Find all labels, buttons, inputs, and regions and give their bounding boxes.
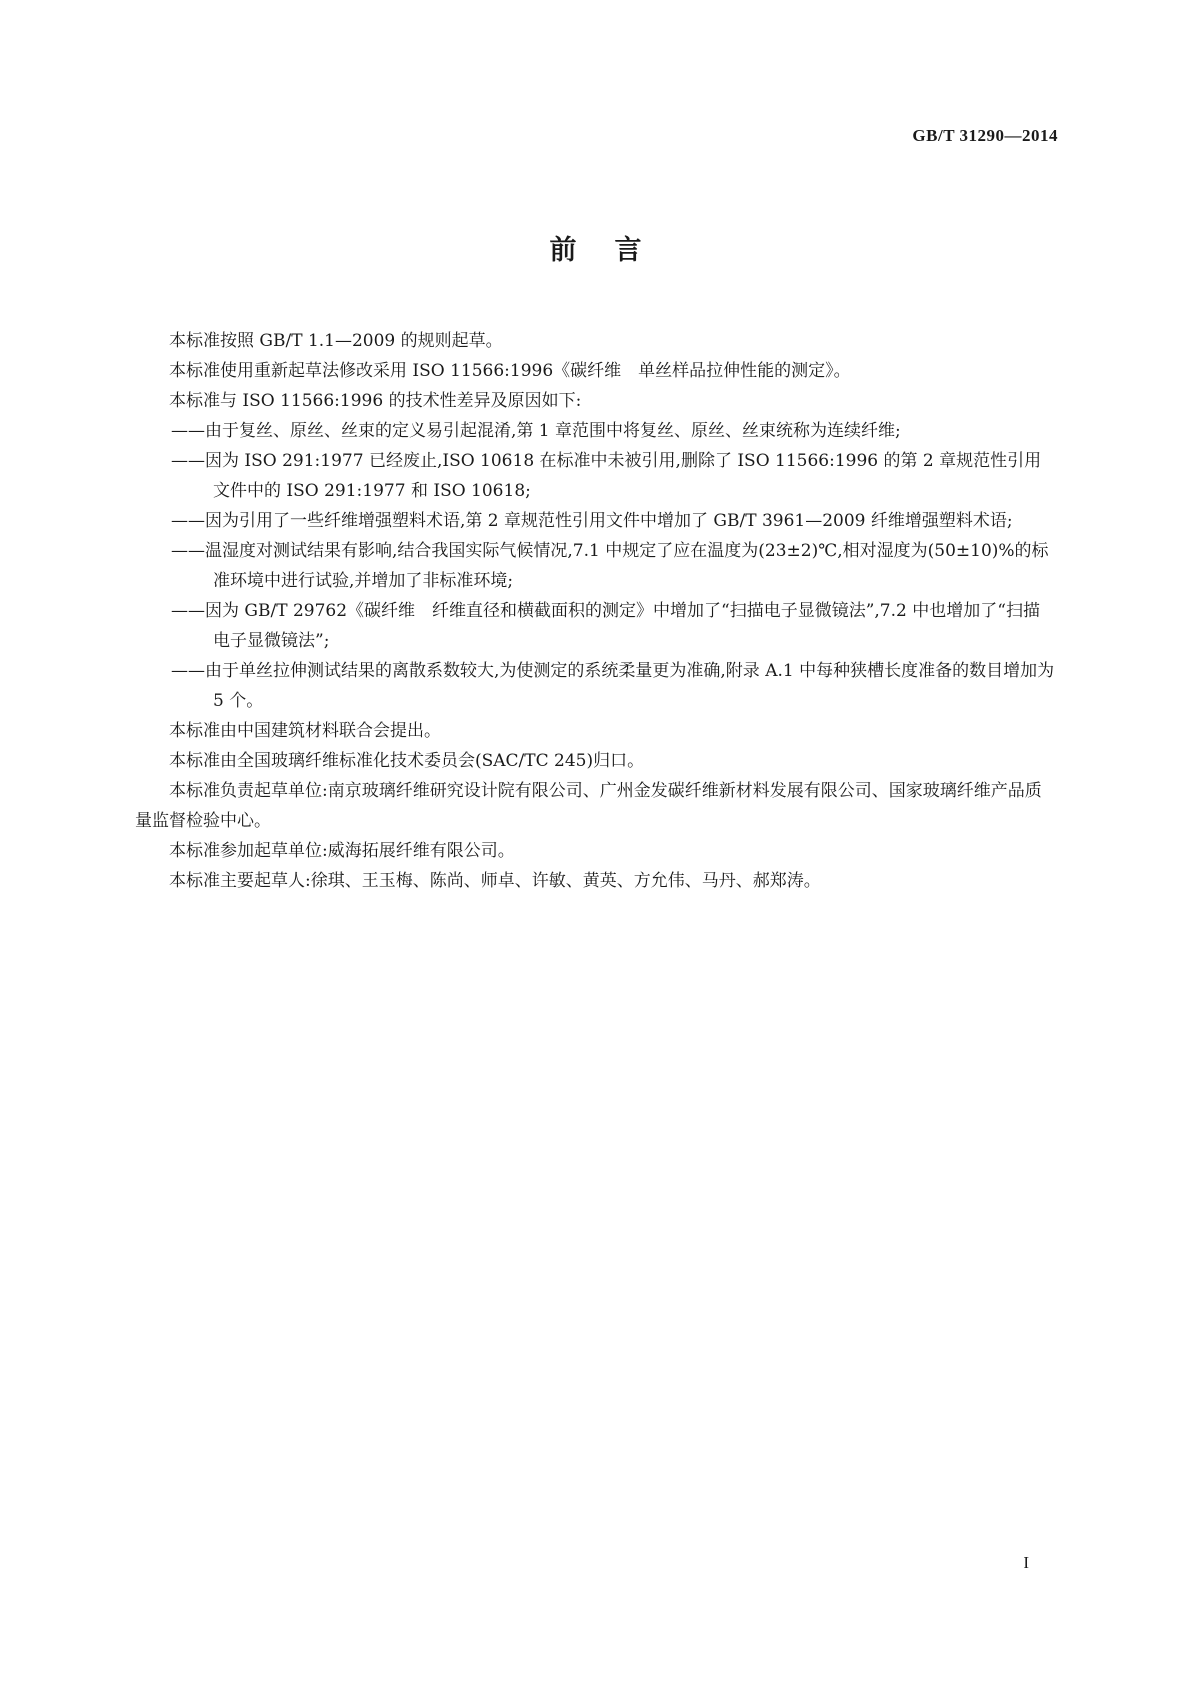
- paragraph-lead-drafters: 本标准负责起草单位:南京玻璃纤维研究设计院有限公司、广州金发碳纤维新材料发展有限公司、国家玻璃纤维产品质量监督检验中心。: [135, 781, 1042, 831]
- paragraph-proposer: 本标准由中国建筑材料联合会提出。: [169, 721, 441, 741]
- difference-item: ——因为 ISO 291:1977 已经废止,ISO 10618 在标准中未被引用,删除了 ISO 11566:1996 的第 2 章规范性引用文件中的 ISO 291:1977 和 ISO 10618;: [171, 451, 1042, 501]
- paragraph-drafting-rules: 本标准按照 GB/T 1.1—2009 的规则起草。: [169, 331, 503, 351]
- page-title: 前言: [549, 235, 680, 266]
- paragraph-technical-committee: 本标准由全国玻璃纤维标准化技术委员会(SAC/TC 245)归口。: [169, 751, 645, 771]
- paragraph-participating-drafters: 本标准参加起草单位:威海拓展纤维有限公司。: [169, 841, 515, 861]
- paragraph-differences-intro: 本标准与 ISO 11566:1996 的技术性差异及原因如下:: [169, 391, 582, 411]
- page-number: I: [1023, 1553, 1029, 1572]
- difference-item: ——由于复丝、原丝、丝束的定义易引起混淆,第 1 章范围中将复丝、原丝、丝束统称为连续纤维;: [171, 421, 901, 441]
- difference-item: ——由于单丝拉伸测试结果的离散系数较大,为使测定的系统柔量更为准确,附录 A.1 中每种狭槽长度准备的数目增加为 5 个。: [171, 661, 1055, 711]
- foreword-body: [135, 326, 1055, 896]
- difference-item: ——因为 GB/T 29762《碳纤维 纤维直径和横截面积的测定》中增加了“扫描电子显微镜法”,7.2 中也增加了“扫描电子显微镜法”;: [171, 601, 1040, 651]
- difference-item: ——因为引用了一些纤维增强塑料术语,第 2 章规范性引用文件中增加了 GB/T 3961—2009 纤维增强塑料术语;: [171, 511, 1013, 531]
- standard-code: GB/T 31290—2014: [912, 126, 1058, 145]
- paragraph-main-drafters: 本标准主要起草人:徐琪、王玉梅、陈尚、师卓、许敏、黄英、方允伟、马丹、郝郑涛。: [169, 871, 821, 891]
- difference-item: ——温湿度对测试结果有影响,结合我国实际气候情况,7.1 中规定了应在温度为(23±2)℃,相对湿度为(50±10)%的标准环境中进行试验,并增加了非标准环境;: [171, 541, 1049, 591]
- paragraph-adoption: 本标准使用重新起草法修改采用 ISO 11566:1996《碳纤维 单丝样品拉伸性能的测定》。: [169, 361, 851, 381]
